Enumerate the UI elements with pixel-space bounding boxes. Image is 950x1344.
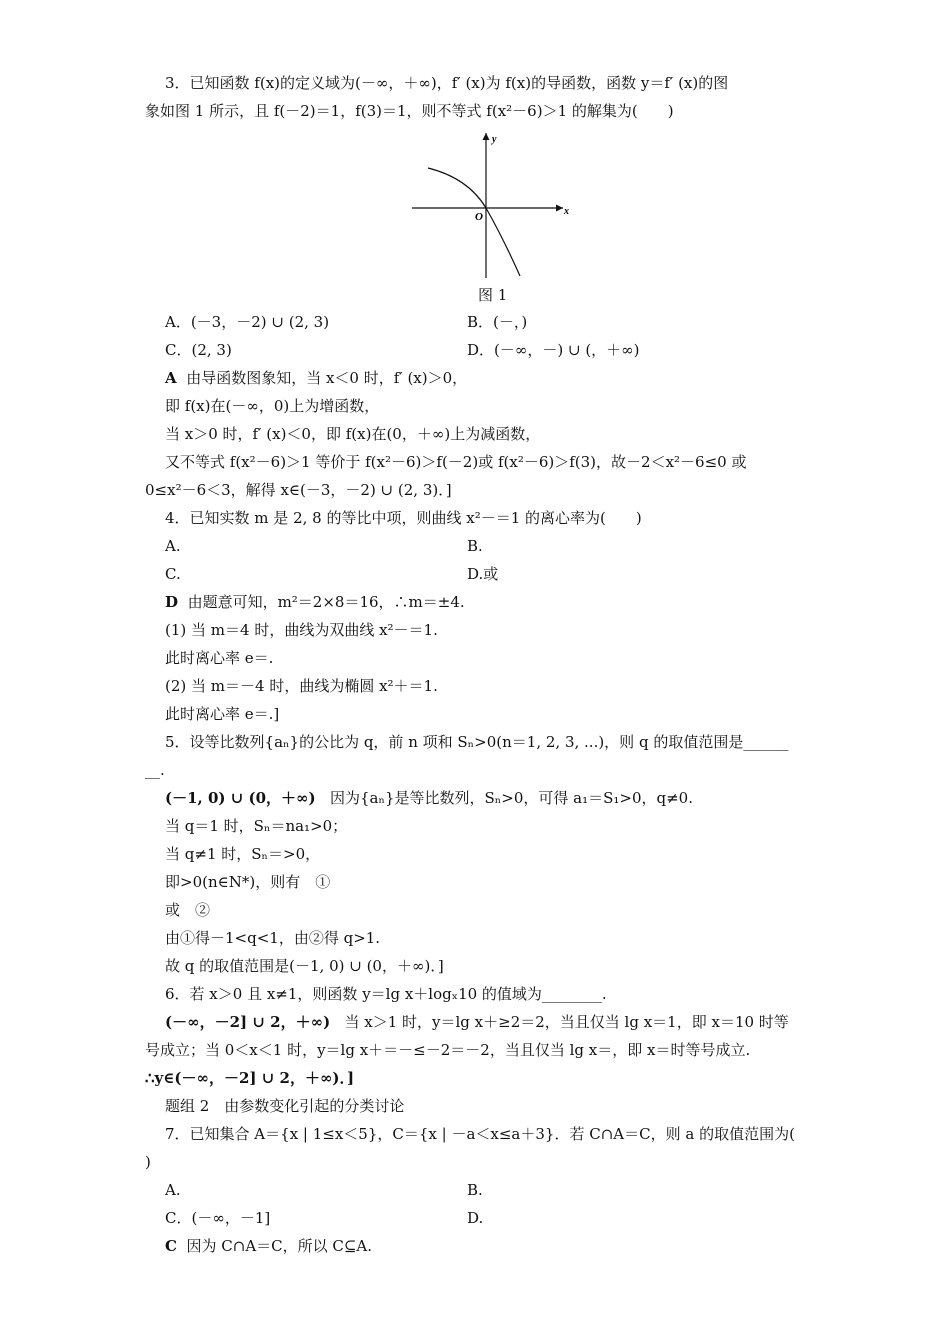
q3-solution-line-5: 0≤x²－6＜3，解得 x∈(－3，－2) ∪ (2, 3)．]	[145, 481, 452, 499]
q5-solution-line-4: 即>0(n∈N*)，则有 ①	[165, 873, 331, 891]
q4-solution-line-5: 此时离心率 e＝.]	[165, 705, 280, 723]
q3-solution-line-1	[165, 367, 467, 389]
q4-option-d: D.或	[467, 565, 499, 583]
figure-caption: 图 1	[478, 286, 508, 304]
q7-option-c: C．(－∞，－1]	[165, 1209, 271, 1227]
q3-solution-text-1: 由导函数图象知，当 x＜0 时，f′ (x)＞0，	[186, 369, 468, 387]
q5-answer: (－1, 0) ∪ (0，＋∞)	[165, 789, 316, 807]
q4-solution-text-1: 由题意可知，m²＝2×8＝16，∴m＝±4.	[187, 593, 465, 611]
q4-option-c: C.	[165, 565, 181, 583]
q3-answer-letter: A	[165, 369, 177, 387]
derivative-graph-figure	[408, 128, 578, 280]
q5-solution-line-5: 或 ②	[165, 901, 211, 919]
q4-option-b: B.	[467, 537, 483, 555]
q3-stem-line-1: 3．已知函数 f(x)的定义域为(－∞，＋∞)，f′ (x)为 f(x)的导函数，函数 y＝f′ (x)的图	[165, 74, 729, 92]
q7-answer-letter: C	[165, 1237, 177, 1255]
q3-option-d: D．(－∞，－) ∪ (，＋∞)	[467, 341, 640, 359]
q3-option-c: C．(2, 3)	[165, 341, 232, 359]
derivative-graph	[408, 128, 578, 280]
q6-answer: (－∞，－2] ∪ 2，＋∞)	[165, 1013, 331, 1031]
q5-solution-line-6: 由①得－1<q<1，由②得 q>1.	[165, 929, 381, 947]
q7-option-a: A.	[165, 1181, 181, 1199]
q3-option-b: B．(－，)	[467, 313, 528, 331]
q5-solution-text-1: 因为{aₙ}是等比数列，Sₙ>0，可得 a₁＝S₁>0，q≠0.	[329, 789, 693, 807]
q4-answer-letter: D	[165, 593, 179, 611]
q7-stem-line-1: 7．已知集合 A＝{x | 1≤x＜5}，C＝{x | －a＜x≤a＋3}．若 C∩A＝C，则 a 的取值范围为(	[165, 1125, 795, 1143]
q7-option-b: B.	[467, 1181, 483, 1199]
q7-option-d: D.	[467, 1209, 484, 1227]
q3-option-a: A．(－3，－2) ∪ (2, 3)	[165, 313, 330, 331]
q7-solution-text-1: 因为 C∩A＝C，所以 C⊆A.	[186, 1237, 373, 1255]
q6-stem: 6．若 x＞0 且 x≠1，则函数 y＝lg x＋logₓ10 的值域为________.	[165, 985, 607, 1003]
q6-solution-line-3: ∴y∈(－∞，－2] ∪ 2，＋∞)．]	[145, 1069, 355, 1087]
q3-solution-line-4: 又不等式 f(x²－6)＞1 等价于 f(x²－6)＞f(－2)或 f(x²－6)＞f(3)，故－2＜x²－6≤0 或	[165, 453, 747, 471]
q3-solution-line-2: 即 f(x)在(－∞，0)上为增函数，	[165, 397, 380, 415]
q6-solution-text-1: 当 x＞1 时，y＝lg x＋≥2＝2，当且仅当 lg x＝1，即 x＝10 时等	[344, 1013, 789, 1031]
q4-solution-line-4: (2) 当 m＝－4 时，曲线为椭圆 x²＋＝1.	[165, 677, 438, 695]
q3-stem-line-2: 象如图 1 所示，且 f(－2)＝1，f(3)＝1，则不等式 f(x²－6)＞1 的解集为( )	[145, 102, 674, 120]
q4-solution-line-3: 此时离心率 e＝.	[165, 649, 274, 667]
q7-solution-line-1	[165, 1235, 372, 1257]
q7-stem-line-2: )	[145, 1153, 151, 1171]
q6-solution-line-1	[165, 1011, 789, 1033]
q5-stem-line-1: 5．设等比数列{aₙ}的公比为 q，前 n 项和 Sₙ>0(n＝1, 2, 3, ...)，则 q 的取值范围是______	[165, 733, 789, 751]
derivative-curve	[428, 168, 520, 276]
q5-solution-line-2: 当 q＝1 时，Sₙ＝na₁>0；	[165, 817, 348, 835]
x-axis-label: x	[564, 206, 569, 217]
q5-stem-line-2: __.	[145, 761, 165, 779]
q4-stem: 4．已知实数 m 是 2, 8 的等比中项，则曲线 x²－＝1 的离心率为( )	[165, 509, 642, 527]
group-2-heading: 题组 2 由参数变化引起的分类讨论	[165, 1097, 405, 1115]
q3-solution-line-3: 当 x＞0 时，f′ (x)＜0，即 f(x)在(0，＋∞)上为减函数，	[165, 425, 541, 443]
q5-solution-line-1	[165, 787, 693, 809]
q6-solution-line-2: 号成立；当 0＜x＜1 时，y＝lg x＋＝－≤－2＝－2，当且仅当 lg x＝，即 x＝时等号成立.	[145, 1041, 751, 1059]
y-axis-label: y	[492, 134, 497, 145]
origin-label: O	[475, 211, 483, 223]
q5-solution-line-7: 故 q 的取值范围是(－1, 0) ∪ (0，＋∞)．]	[165, 957, 444, 975]
q4-option-a: A.	[165, 537, 181, 555]
q4-solution-line-1	[165, 591, 465, 613]
q4-solution-line-2: (1) 当 m＝4 时，曲线为双曲线 x²－＝1.	[165, 621, 438, 639]
q5-solution-line-3: 当 q≠1 时，Sₙ＝>0，	[165, 845, 321, 863]
